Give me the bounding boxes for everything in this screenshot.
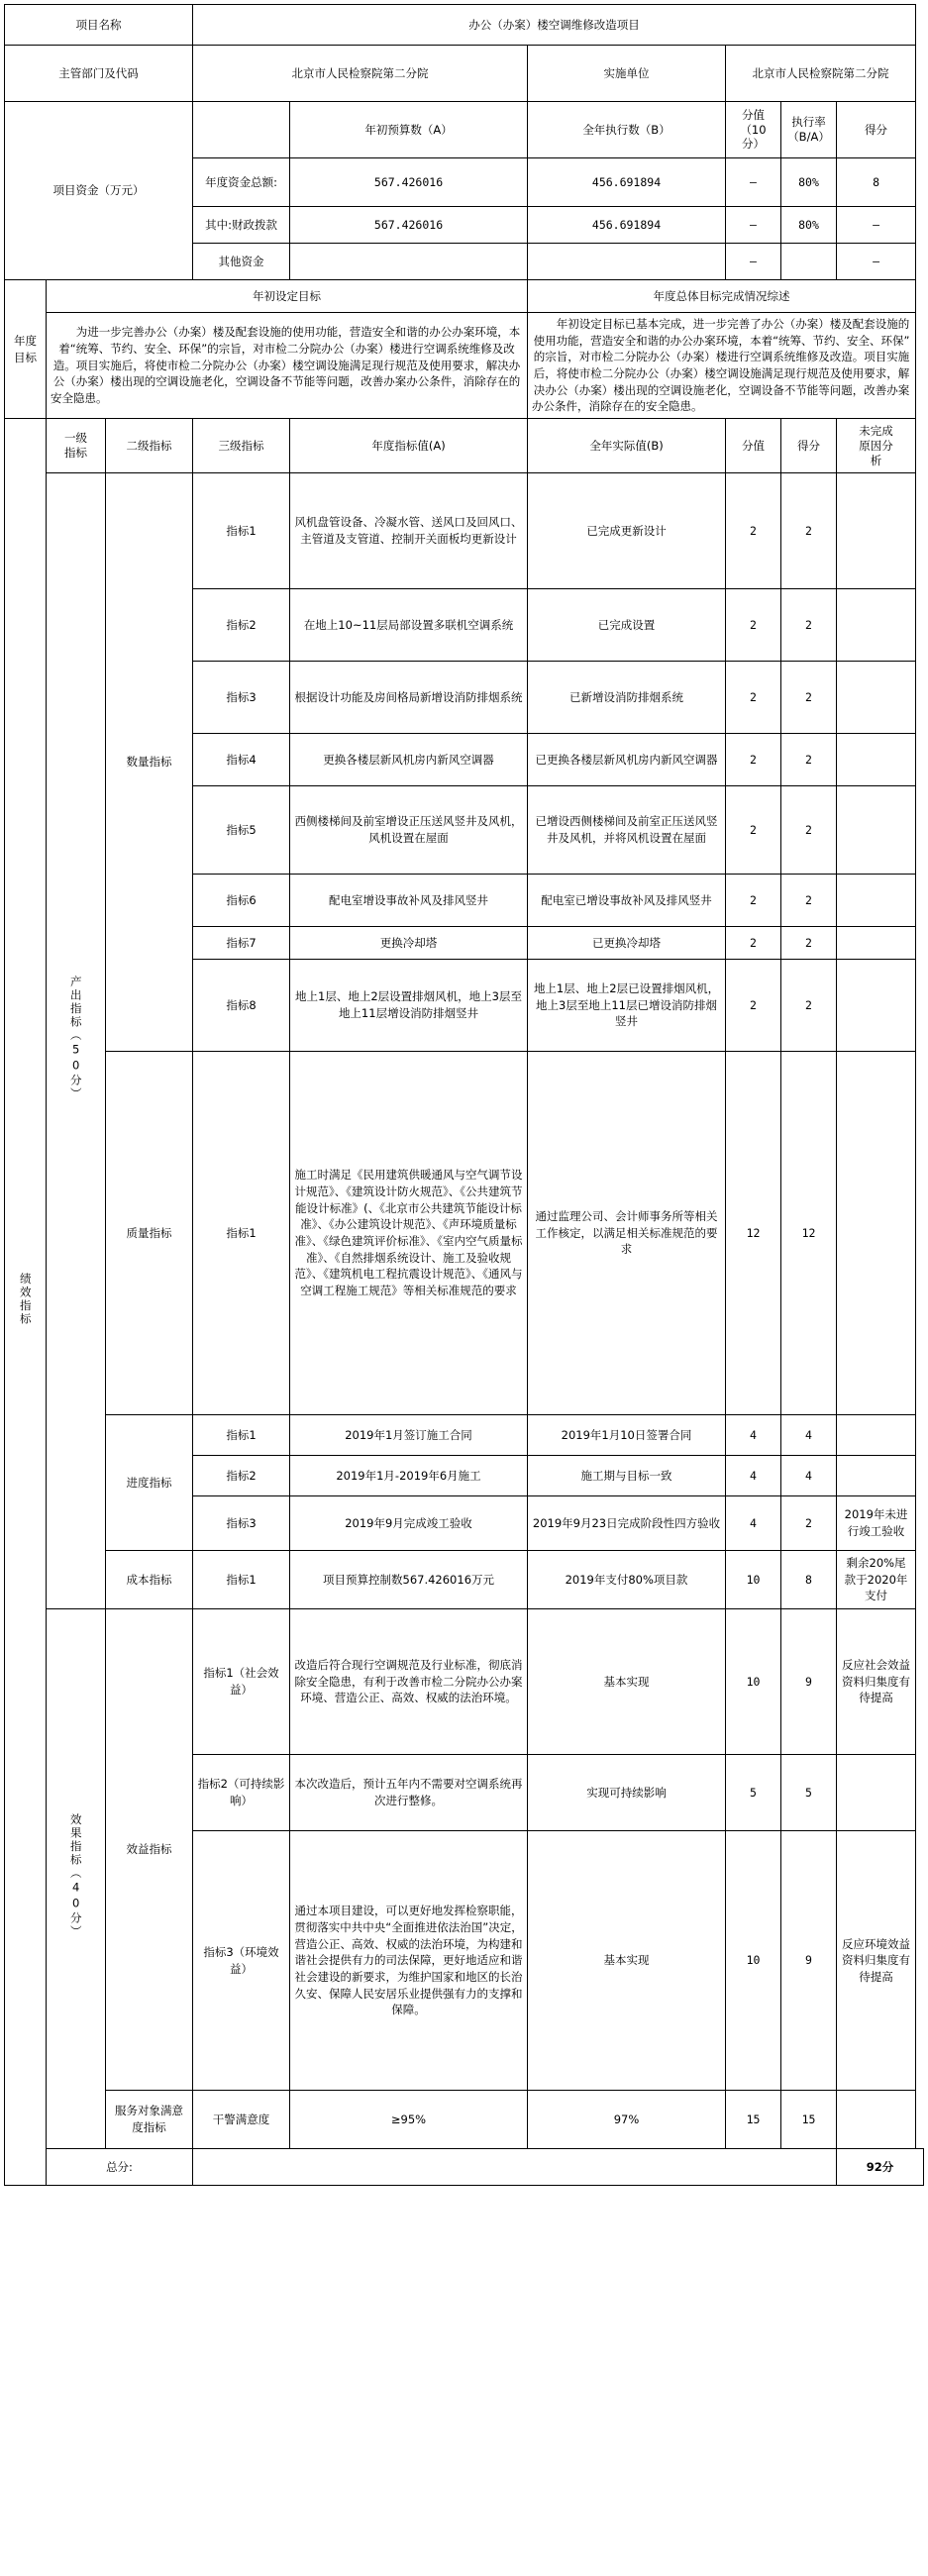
row-goals-body xyxy=(5,313,924,419)
level3-label: 指标5 xyxy=(193,786,290,875)
target-value: 本次改造后，预计五年内不需要对空调系统再次进行整修。 xyxy=(290,1755,528,1831)
col-reason: 未完成 原因分 析 xyxy=(837,419,916,473)
evaluation-form-sheet xyxy=(0,4,928,2186)
score-total-value: 4 xyxy=(726,1456,781,1496)
funding-col-score-total: 分值 （10 分） xyxy=(726,102,781,158)
project-name-label: 项目名称 xyxy=(5,5,193,46)
score-value: 12 xyxy=(781,1052,837,1415)
table-row xyxy=(5,1052,924,1415)
funding-row-budget: 567.426016 xyxy=(290,207,528,244)
funding-col-actual: 全年执行数（B） xyxy=(528,102,726,158)
score-value: 2 xyxy=(781,734,837,786)
target-value: 施工时满足《民用建筑供暖通风与空气调节设计规范》、《建筑设计防火规范》、《公共建筑节能设计标准》(、《北京市公共建筑节能设计标准》、《办公建筑设计规范》、《声环境质量标准》、《绿色建筑评价标准》、《室内空气质量标准》、《自然排烟系统设计、施工及验收规范》、《建筑机电工程抗震设计规范》、《通风与空调工程施工规范》等相关标准规范的要求 xyxy=(290,1052,528,1415)
score-total-value: 4 xyxy=(726,1415,781,1456)
level1-effect: 效果指标（40分） xyxy=(47,1609,106,2149)
score-total-value: 10 xyxy=(726,1609,781,1755)
target-value: ≥95% xyxy=(290,2091,528,2149)
target-value: 项目预算控制数567.426016万元 xyxy=(290,1551,528,1609)
actual-value: 已新增设消防排烟系统 xyxy=(528,662,726,734)
level2-quantity: 数量指标 xyxy=(106,473,193,1052)
table-row xyxy=(5,2091,924,2149)
table-row xyxy=(5,1415,924,1456)
score-value: 4 xyxy=(781,1456,837,1496)
unit-label: 实施单位 xyxy=(528,46,726,102)
target-value: 更换各楼层新风机房内新风空调器 xyxy=(290,734,528,786)
table-body xyxy=(5,5,924,2186)
target-value: 通过本项目建设，可以更好地发挥检察职能，贯彻落实中共中央“全面推进依法治国”决定，营造公正、高效、权威的法治环境，为构建和谐社会提供有力的司法保障，更好地适应和谐社会建设的新要求，为维护国家和地区的长治久安、保障人民安居乐业提供强有力的支撑和保障。 xyxy=(290,1831,528,2091)
score-total-value: 2 xyxy=(726,662,781,734)
col-score: 得分 xyxy=(781,419,837,473)
reason-value xyxy=(837,589,916,662)
target-value: 2019年1月签订施工合同 xyxy=(290,1415,528,1456)
level3-label: 指标1 xyxy=(193,1052,290,1415)
reason-value xyxy=(837,786,916,875)
actual-value: 已增设西侧楼梯间及前室正压送风竖井及风机，并将风机设置在屋面 xyxy=(528,786,726,875)
actual-value: 施工期与目标一致 xyxy=(528,1456,726,1496)
total-label: 总分: xyxy=(47,2149,193,2186)
table-row xyxy=(5,1551,924,1609)
score-total-value: 2 xyxy=(726,473,781,589)
department-label: 主管部门及代码 xyxy=(5,46,193,102)
level3-label: 指标1（社会效益） xyxy=(193,1609,290,1755)
level3-label: 指标1 xyxy=(193,473,290,589)
total-spacer xyxy=(193,2149,837,2186)
score-value: 2 xyxy=(781,927,837,960)
score-value: 2 xyxy=(781,960,837,1052)
score-value: 15 xyxy=(781,2091,837,2149)
score-value: 9 xyxy=(781,1831,837,2091)
target-value: 西侧楼梯间及前室增设正压送风竖井及风机，风机设置在屋面 xyxy=(290,786,528,875)
funding-row-rate xyxy=(781,244,837,280)
row-department xyxy=(5,46,924,102)
score-total-value: 10 xyxy=(726,1551,781,1609)
level3-label: 指标3（环境效益） xyxy=(193,1831,290,2091)
col-level2: 二级指标 xyxy=(106,419,193,473)
score-total-value: 2 xyxy=(726,589,781,662)
department-value: 北京市人民检察院第二分院 xyxy=(193,46,528,102)
level3-label: 指标3 xyxy=(193,1496,290,1551)
score-value: 8 xyxy=(781,1551,837,1609)
col-score-total: 分值 xyxy=(726,419,781,473)
row-total xyxy=(5,2149,924,2186)
reason-value xyxy=(837,927,916,960)
row-funding-header xyxy=(5,102,924,158)
reason-value xyxy=(837,2091,916,2149)
level3-label: 指标2（可持续影响） xyxy=(193,1755,290,1831)
actual-value: 已更换冷却塔 xyxy=(528,927,726,960)
level3-label: 指标1 xyxy=(193,1551,290,1609)
level3-label: 指标8 xyxy=(193,960,290,1052)
funding-row-actual: 456.691894 xyxy=(528,158,726,207)
level2-satisfaction: 服务对象满意度指标 xyxy=(106,2091,193,2149)
funding-col-rate: 执行率 （B/A） xyxy=(781,102,837,158)
actual-value: 基本实现 xyxy=(528,1609,726,1755)
total-value: 92分 xyxy=(837,2149,924,2186)
reason-value xyxy=(837,1415,916,1456)
reason-value: 剩余20%尾款于2020年支付 xyxy=(837,1551,916,1609)
funding-row-name: 其他资金 xyxy=(193,244,290,280)
level3-label: 指标7 xyxy=(193,927,290,960)
funding-row-rate: 80% xyxy=(781,207,837,244)
actual-value: 已完成更新设计 xyxy=(528,473,726,589)
score-total-value: 2 xyxy=(726,875,781,927)
funding-label: 项目资金（万元） xyxy=(5,102,193,280)
score-total-value: 2 xyxy=(726,734,781,786)
score-value: 2 xyxy=(781,1496,837,1551)
score-total-value: 2 xyxy=(726,960,781,1052)
reason-value xyxy=(837,1456,916,1496)
project-name-value: 办公（办案）楼空调维修改造项目 xyxy=(193,5,916,46)
funding-col-budget: 年初预算数（A） xyxy=(290,102,528,158)
actual-value: 已完成设置 xyxy=(528,589,726,662)
score-value: 4 xyxy=(781,1415,837,1456)
level1-output: 产出指标（50分） xyxy=(47,473,106,1609)
level3-label: 指标1 xyxy=(193,1415,290,1456)
actual-value: 2019年支付80%项目款 xyxy=(528,1551,726,1609)
reason-value: 反应社会效益资料归集度有待提高 xyxy=(837,1609,916,1755)
score-value: 9 xyxy=(781,1609,837,1755)
target-value: 根据设计功能及房间格局新增设消防排烟系统 xyxy=(290,662,528,734)
col-actual: 全年实际值(B) xyxy=(528,419,726,473)
target-value: 2019年1月-2019年6月施工 xyxy=(290,1456,528,1496)
reason-value xyxy=(837,1755,916,1831)
reason-value: 反应环境效益资料归集度有待提高 xyxy=(837,1831,916,2091)
score-total-value: 2 xyxy=(726,927,781,960)
target-value: 更换冷却塔 xyxy=(290,927,528,960)
funding-row-name: 年度资金总额: xyxy=(193,158,290,207)
actual-value: 2019年1月10日签署合同 xyxy=(528,1415,726,1456)
funding-row-score-total: — xyxy=(726,158,781,207)
score-value: 2 xyxy=(781,875,837,927)
level3-label: 指标4 xyxy=(193,734,290,786)
col-level3: 三级指标 xyxy=(193,419,290,473)
row-goals-header xyxy=(5,280,924,313)
actual-value: 2019年9月23日完成阶段性四方验收 xyxy=(528,1496,726,1551)
funding-row-name: 其中:财政拨款 xyxy=(193,207,290,244)
level2-quality: 质量指标 xyxy=(106,1052,193,1415)
row-perf-header xyxy=(5,419,924,473)
reason-value xyxy=(837,473,916,589)
score-value: 2 xyxy=(781,786,837,875)
reason-value: 2019年未进行竣工验收 xyxy=(837,1496,916,1551)
actual-value: 实现可持续影响 xyxy=(528,1755,726,1831)
score-total-value: 5 xyxy=(726,1755,781,1831)
project-evaluation-table xyxy=(4,4,924,2186)
score-value: 2 xyxy=(781,473,837,589)
funding-row-budget: 567.426016 xyxy=(290,158,528,207)
target-value: 在地上10~11层局部设置多联机空调系统 xyxy=(290,589,528,662)
level3-label: 干警满意度 xyxy=(193,2091,290,2149)
score-value: 5 xyxy=(781,1755,837,1831)
level2-cost: 成本指标 xyxy=(106,1551,193,1609)
goals-col-set: 年初设定目标 xyxy=(47,280,528,313)
reason-value xyxy=(837,1052,916,1415)
table-row xyxy=(5,1609,924,1755)
reason-value xyxy=(837,734,916,786)
actual-value: 97% xyxy=(528,2091,726,2149)
score-value: 2 xyxy=(781,589,837,662)
actual-value: 通过监理公司、会计师事务所等相关工作核定，以满足相关标准规范的要求 xyxy=(528,1052,726,1415)
target-value: 配电室增设事故补风及排风竖井 xyxy=(290,875,528,927)
funding-row-score-total: — xyxy=(726,244,781,280)
target-value: 改造后符合现行空调规范及行业标准，彻底消除安全隐患，有利于改善市检二分院办公办案环境、营造公正、高效、权威的法治环境。 xyxy=(290,1609,528,1755)
funding-row-actual: 456.691894 xyxy=(528,207,726,244)
level3-label: 指标2 xyxy=(193,589,290,662)
funding-row-rate: 80% xyxy=(781,158,837,207)
score-value: 2 xyxy=(781,662,837,734)
actual-value: 基本实现 xyxy=(528,1831,726,2091)
goals-col-done: 年度总体目标完成情况综述 xyxy=(528,280,916,313)
funding-row-score-total: — xyxy=(726,207,781,244)
col-target: 年度指标值(A) xyxy=(290,419,528,473)
funding-row-budget xyxy=(290,244,528,280)
row-project-name xyxy=(5,5,924,46)
score-total-value: 2 xyxy=(726,786,781,875)
score-total-value: 15 xyxy=(726,2091,781,2149)
target-value: 风机盘管设备、冷凝水管、送风口及回风口、主管道及支管道、控制开关面板均更新设计 xyxy=(290,473,528,589)
performance-label: 绩效指标 xyxy=(5,419,47,2186)
table-row xyxy=(5,473,924,589)
reason-value xyxy=(837,875,916,927)
level3-label: 指标2 xyxy=(193,1456,290,1496)
funding-row-score: — xyxy=(837,244,916,280)
funding-row-actual xyxy=(528,244,726,280)
goals-done-text: 年初设定目标已基本完成，进一步完善了办公（办案）楼及配套设施的使用功能，营造安全和谐的办公办案环境，本着“统筹、节约、安全、环保”的宗旨，对市检二分院办公（办案）楼进行空调系统维修及改造。项目实施后，将使市检二分院办公（办案）楼空调设施满足现行规范及使用要求，解决办公（办案）楼出现的空调设施老化，空调设备不节能等问题，改善办案办公条件，消除存在的安全隐患。 xyxy=(528,313,916,419)
level2-progress: 进度指标 xyxy=(106,1415,193,1551)
level2-benefit: 效益指标 xyxy=(106,1609,193,2091)
funding-row-score: 8 xyxy=(837,158,916,207)
annual-goals-label: 年度目标 xyxy=(5,280,47,419)
funding-row-score: — xyxy=(837,207,916,244)
unit-value: 北京市人民检察院第二分院 xyxy=(726,46,916,102)
goals-set-text: 为进一步完善办公（办案）楼及配套设施的使用功能，营造安全和谐的办公办案环境，本着“统筹、节约、安全、环保”的宗旨，对市检二分院办公（办案）楼进行空调系统维修及改造。项目实施后，将使市检二分院办公（办案）楼空调设施满足现行规范及使用要求，解决办公（办案）楼出现的空调设施老化，空调设备不节能等问题，改善办案办公条件，消除存在的安全隐患。 xyxy=(47,313,528,419)
reason-value xyxy=(837,960,916,1052)
level3-label: 指标3 xyxy=(193,662,290,734)
actual-value: 配电室已增设事故补风及排风竖井 xyxy=(528,875,726,927)
score-total-value: 4 xyxy=(726,1496,781,1551)
actual-value: 地上1层、地上2层已设置排烟风机，地上3层至地上11层已增设消防排烟竖井 xyxy=(528,960,726,1052)
col-level1: 一级 指标 xyxy=(47,419,106,473)
target-value: 地上1层、地上2层设置排烟风机，地上3层至地上11层增设消防排烟竖井 xyxy=(290,960,528,1052)
target-value: 2019年9月完成竣工验收 xyxy=(290,1496,528,1551)
funding-col-score: 得分 xyxy=(837,102,916,158)
reason-value xyxy=(837,662,916,734)
level3-label: 指标6 xyxy=(193,875,290,927)
funding-blank-corner xyxy=(193,102,290,158)
actual-value: 已更换各楼层新风机房内新风空调器 xyxy=(528,734,726,786)
score-total-value: 12 xyxy=(726,1052,781,1415)
score-total-value: 10 xyxy=(726,1831,781,2091)
